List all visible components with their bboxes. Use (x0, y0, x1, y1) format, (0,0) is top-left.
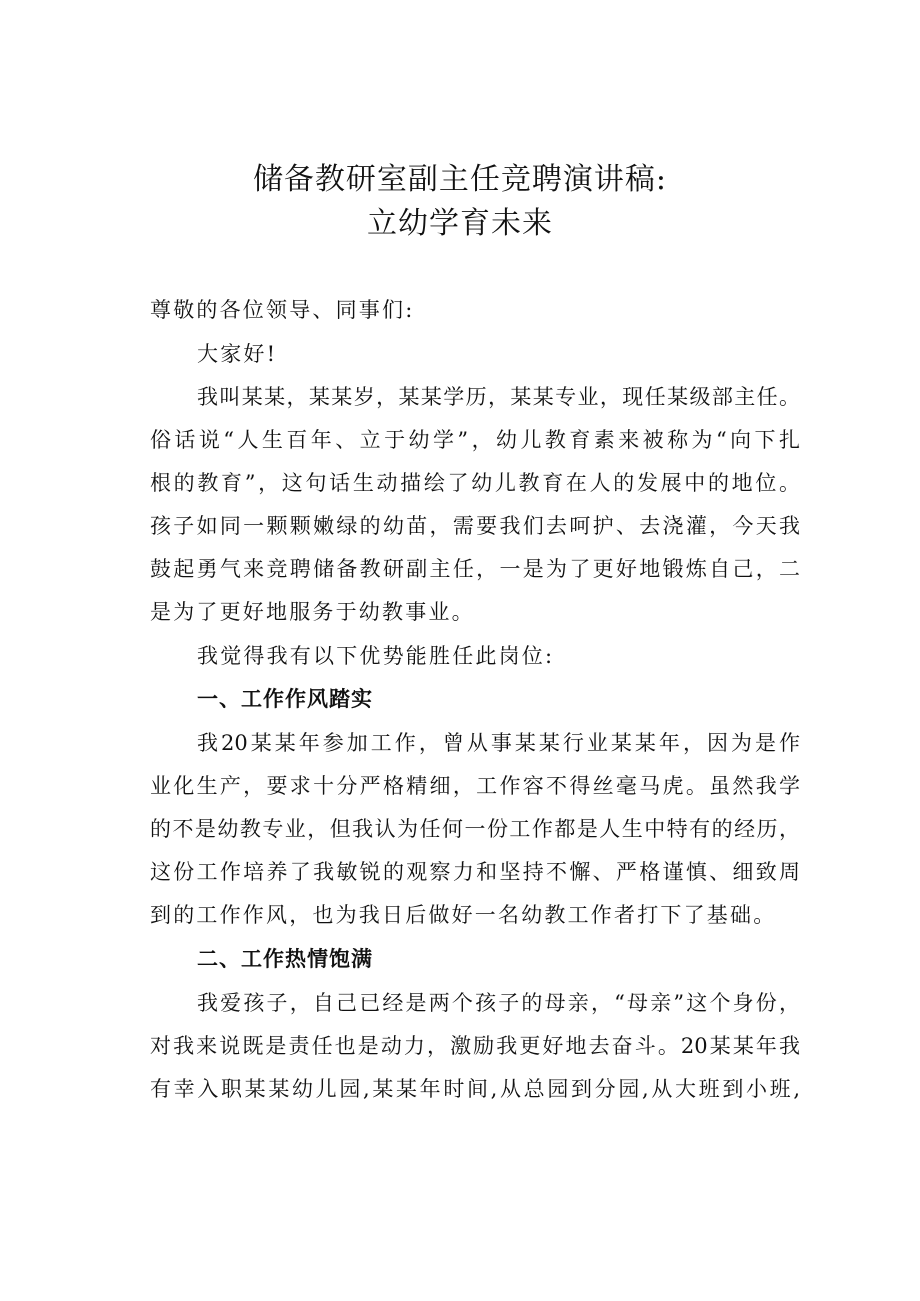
title-line-1: 储备教研室副主任竞聘演讲稿: (252, 162, 668, 197)
paragraph-3-line: 对我来说既是责任也是动力，激励我更好地去奋斗。20某某年我 (150, 1034, 800, 1058)
paragraph-2-line: 这份工作培养了我敏锐的观察力和坚持不懈、严格谨慎、细致周 (150, 860, 800, 884)
paragraph-1-line: 鼓起勇气来竞聘储备教研副主任，一是为了更好地锻炼自己，二 (150, 557, 800, 581)
section-2-heading: 二、工作热情饱满 (197, 947, 373, 971)
paragraph-2-line: 我20某某年参加工作，曾从事某某行业某某年，因为是作 (197, 731, 800, 755)
title-line-2: 立幼学育未来 (367, 206, 553, 241)
greeting: 大家好! (197, 342, 278, 366)
paragraph-3-line: 有幸入职某某幼儿园,某某年时间,从总园到分园,从大班到小班, (150, 1077, 800, 1101)
paragraph-1-line: 我叫某某，某某岁，某某学历，某某专业，现任某级部主任。 (197, 385, 800, 409)
paragraph-3-line: 我爱孩子，自己已经是两个孩子的母亲，“母亲”这个身份， (197, 991, 800, 1015)
paragraph-1-line: 根的教育”，这句话生动描绘了幼儿教育在人的发展中的地位。 (150, 471, 800, 495)
salutation: 尊敬的各位领导、同事们: (150, 298, 415, 322)
section-1-heading: 一、工作作风踏实 (197, 687, 373, 711)
paragraph-2-line: 到的工作作风，也为我日后做好一名幼教工作者打下了基础。 (150, 903, 777, 927)
paragraph-1-line: 是为了更好地服务于幼教事业。 (150, 600, 475, 624)
advantages-intro: 我觉得我有以下优势能胜任此岗位: (197, 644, 555, 668)
paragraph-2-line: 业化生产，要求十分严格精细，工作容不得丝毫马虎。虽然我学 (150, 774, 800, 798)
paragraph-1-line: 孩子如同一颗颗嫩绿的幼苗，需要我们去呵护、去浇灌，今天我 (150, 514, 800, 538)
paragraph-1-line: 俗话说“人生百年、立于幼学”，幼儿教育素来被称为“向下扎 (150, 428, 800, 452)
paragraph-2-line: 的不是幼教专业，但我认为任何一份工作都是人生中特有的经历， (150, 817, 800, 841)
